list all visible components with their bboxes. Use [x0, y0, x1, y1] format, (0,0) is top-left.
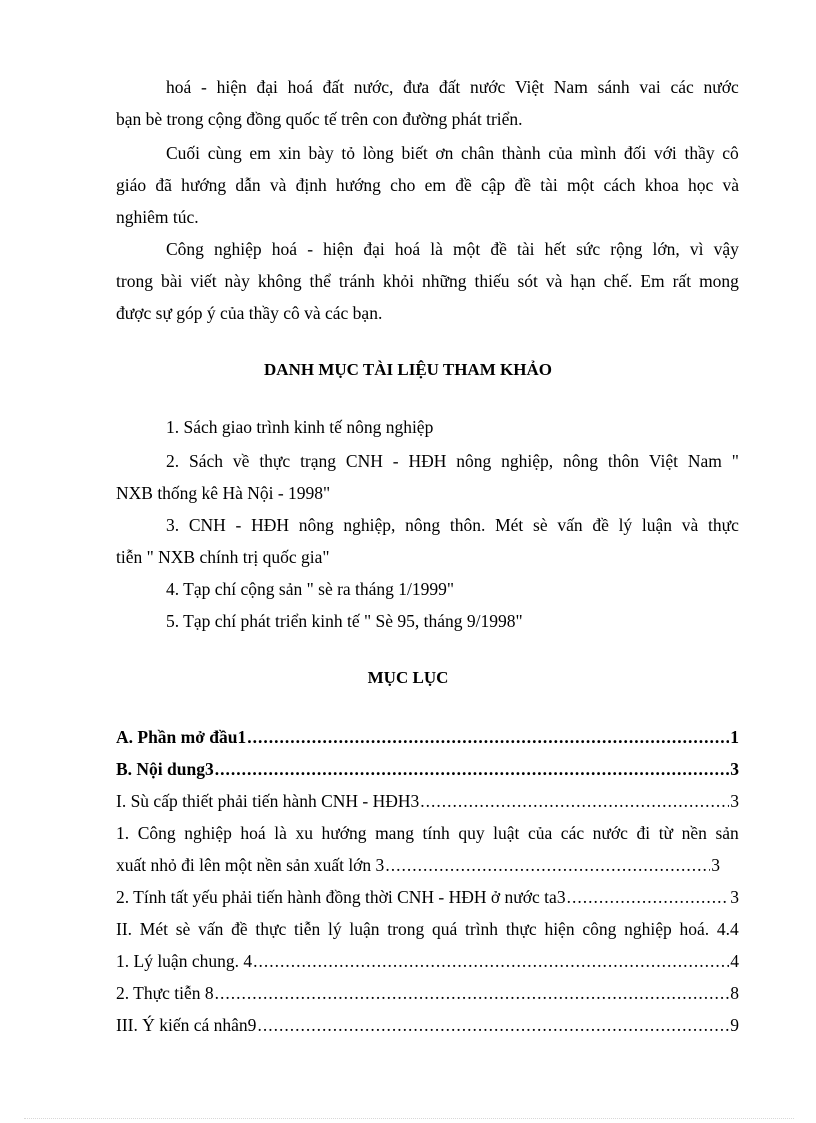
body-text-line: bạn bè trong cộng đồng quốc tế trên con đường phát triển.: [116, 109, 523, 129]
toc-entry-page: 3: [730, 887, 739, 907]
toc-entry-title: 1. Công nghiệp hoá là xu hướng mang tính quy luật của các nước đi từ nền sản: [116, 823, 739, 843]
toc-entry: [116, 790, 739, 812]
toc-leader-dots: [385, 854, 710, 876]
body-text-line: hoá - hiện đại hoá đất nước, đưa đất nước Việt Nam sánh vai các nước: [166, 77, 739, 97]
toc-heading: MỤC LỤC: [367, 668, 449, 687]
reference-item: 4. Tạp chí cộng sản " sè ra tháng 1/1999": [166, 579, 455, 599]
toc-entry: [116, 1014, 739, 1036]
toc-entry: II. Mét sè vấn đề thực tiễn lý luận trong quá trình thực hiện công nghiệp hoá. 4.4: [116, 919, 739, 939]
toc-entry-page: 3: [730, 791, 739, 811]
body-text-line: Công nghiệp hoá - hiện đại hoá là một đề tài hết sức rộng lớn, vì vậy: [166, 239, 739, 259]
toc-entry-title: III. Ý kiến cá nhân9: [116, 1015, 257, 1035]
toc-leader-dots: [215, 758, 730, 780]
toc-leader-dots: [567, 886, 730, 908]
body-text-line: giáo đã hướng dẫn và định hướng cho em đề cập đề tài một cách khoa học và: [116, 175, 739, 195]
toc-entry-page: 8: [730, 983, 739, 1003]
reference-item: 1. Sách giao trình kinh tế nông nghiệp: [166, 417, 434, 437]
toc-entry-title: B. Nội dung3: [116, 759, 214, 779]
toc-entry-page: 9: [730, 1015, 739, 1035]
toc-leader-dots: [420, 790, 729, 812]
toc-leader-dots: [215, 982, 730, 1004]
toc-entry-page: 3: [711, 855, 720, 875]
toc-entry: [116, 854, 720, 876]
toc-entry-title: A. Phần mở đầu1: [116, 727, 247, 747]
body-text-line: được sự góp ý của thầy cô và các bạn.: [116, 303, 383, 323]
toc-leader-dots: [257, 1014, 729, 1036]
toc-entry: [116, 758, 739, 780]
toc-entry-page: 3: [730, 759, 739, 779]
reference-item: 5. Tạp chí phát triển kinh tế " Sè 95, tháng 9/1998": [166, 611, 523, 631]
toc-entry: [116, 886, 739, 908]
body-text-line: trong bài viết này không thể tránh khỏi những thiếu sót và hạn chế. Em rất mong: [116, 271, 739, 291]
toc-entry: [116, 726, 739, 748]
references-heading: DANH MỤC TÀI LIỆU THAM KHẢO: [264, 360, 552, 379]
toc-entry-title: 2. Thực tiễn 8: [116, 983, 214, 1003]
body-text-line: Cuối cùng em xin bày tỏ lòng biết ơn chân thành của mình đối với thầy cô: [166, 143, 739, 163]
toc-entry-title: 1. Lý luận chung. 4: [116, 951, 253, 971]
toc-entry: [116, 950, 739, 972]
toc-entry-page: 4: [730, 951, 739, 971]
toc-entry-page: 1: [730, 727, 739, 747]
toc-leader-dots: [247, 726, 729, 748]
toc-leader-dots: [253, 950, 729, 972]
body-text-line: nghiêm túc.: [116, 207, 199, 227]
toc-entry-title: I. Sù cấp thiết phải tiến hành CNH - HĐH3: [116, 791, 420, 811]
toc-entry: [116, 982, 739, 1004]
reference-item: 3. CNH - HĐH nông nghiệp, nông thôn. Mét sè vấn đề lý luận và thực: [166, 515, 739, 535]
page-bottom-divider: [24, 1118, 794, 1119]
toc-entry-title: 2. Tính tất yếu phải tiến hành đồng thời CNH - HĐH ở nước ta3: [116, 887, 566, 907]
reference-item-continued: tiễn " NXB chính trị quốc gia": [116, 547, 330, 567]
toc-entry-title-continued: xuất nhỏ đi lên một nền sản xuất lớn 3: [116, 855, 385, 875]
reference-item: 2. Sách về thực trạng CNH - HĐH nông nghiệp, nông thôn Việt Nam ": [166, 451, 739, 471]
reference-item-continued: NXB thống kê Hà Nội - 1998": [116, 483, 331, 503]
